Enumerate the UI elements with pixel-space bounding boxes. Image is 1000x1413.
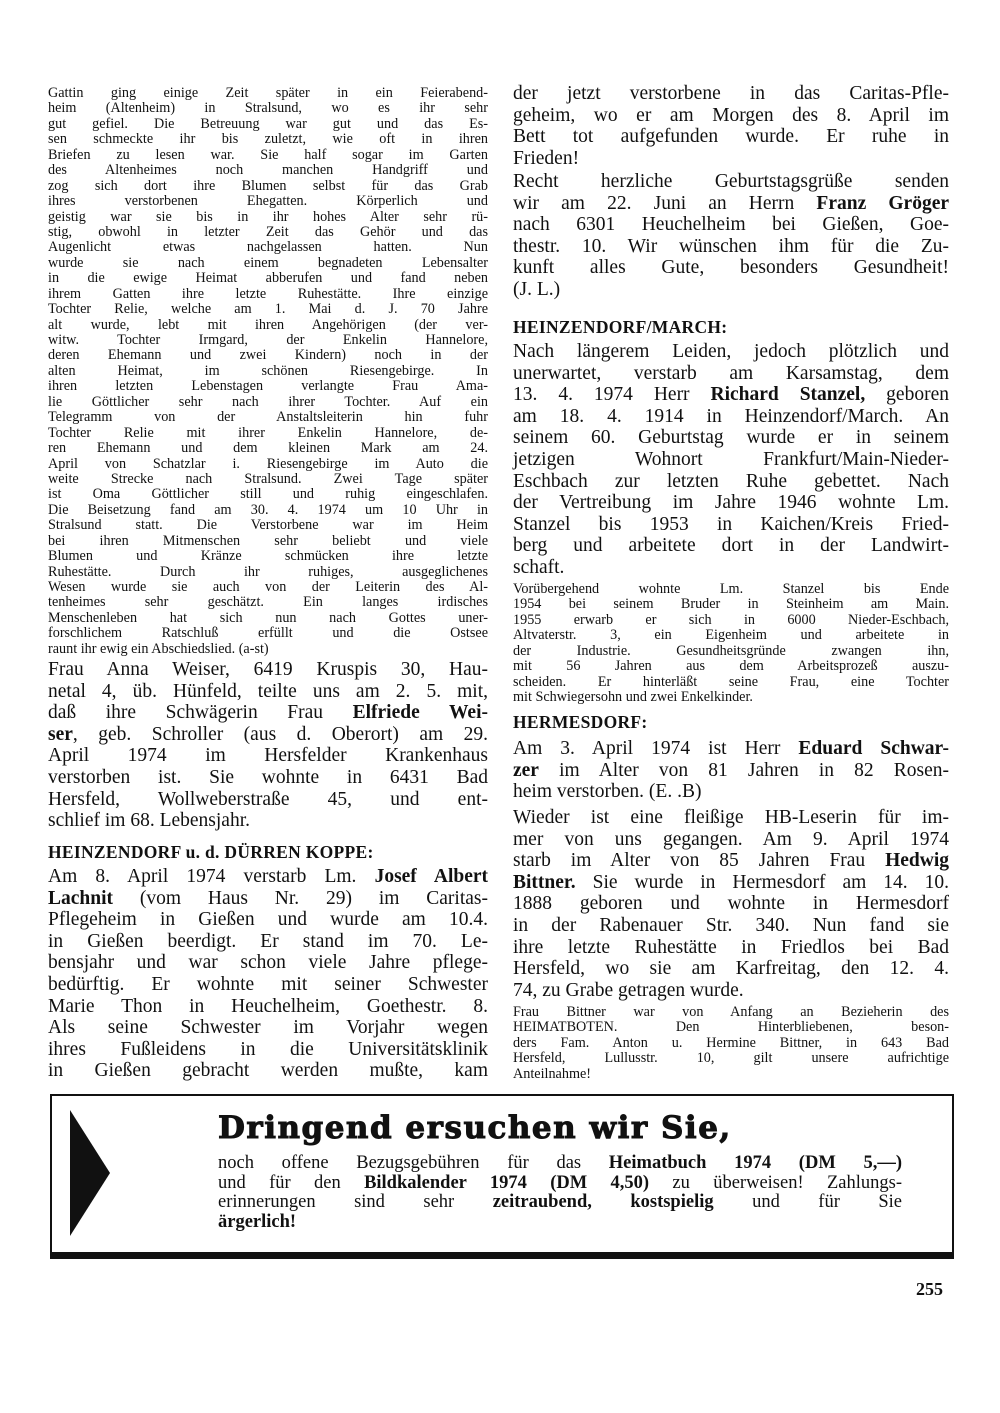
bold-name: zeitraubend, kostspielig xyxy=(492,1192,714,1212)
text-line: Hersfeld, Wollweberstraße 45, und ent- xyxy=(48,788,488,810)
text-line: ihres Fußleidens in die Universitätsklinik xyxy=(48,1038,488,1060)
text-line: alten Heimat, im schönen Riesengebirge. In xyxy=(48,362,488,379)
text-line: Wesen wurde sie auch von der Leiterin des Al- xyxy=(48,579,488,595)
text-line: mit Schwiegersohn und zwei Enkelkinder. xyxy=(513,689,753,706)
text-line: verstorben ist. Sie wohnte in 6431 Bad xyxy=(48,766,488,788)
notice-lachnit-continued xyxy=(513,83,949,169)
text-line: Anteilnahme! xyxy=(513,1065,592,1082)
text-line: der Vertreibung im Jahre 1946 wohnte Lm. xyxy=(513,492,949,514)
text-line: Bittner. Sie wurde in Hermesdorf am 14. 10. xyxy=(513,871,949,893)
text-line: Hersfeld, wo sie am Karfreitag, den 12. 4. xyxy=(513,958,949,980)
text-line: in der Rabenauer Str. 340. Nun fand sie xyxy=(513,914,949,936)
reminder-title: Dringend ersuchen wir Sie, xyxy=(218,1110,732,1146)
notice-lachnit xyxy=(48,866,488,1082)
text-line: ren Ehemann und dem kleinen Mark am 24. xyxy=(48,440,488,457)
text-line xyxy=(218,1213,902,1233)
text-line: ihres verstorbenen Ehegatten. Körperlich und xyxy=(48,193,488,210)
text-line: mit 56 Jahren aus dem Arbeitsprozeß auszu- xyxy=(513,658,949,675)
section-heading-heinzendorf-march: HEINZENDORF/MARCH: xyxy=(513,317,728,337)
text-line: (J. L.) xyxy=(513,278,561,300)
birthday-greeting-groeger xyxy=(513,171,949,301)
text-line: ihrem Gatten ihre letzte Ruhestätte. Ihre einzige xyxy=(48,285,488,302)
text-line: zer im Alter von 81 Jahren in 82 Rosen- xyxy=(513,759,949,781)
text-line: Telegramm von der Anstaltsleiterin hin fuhr xyxy=(48,409,488,426)
text-line: Am 3. April 1974 ist Herr Eduard Schwar- xyxy=(513,738,949,759)
text-line: raunt ihr ewig ein Abschiedslied. (a-st) xyxy=(48,640,269,657)
text-line: Stralsund statt. Die Verstorbene war im Heim xyxy=(48,517,488,534)
text-line: Hersfeld, Lullusstr. 10, gilt unsere aufrichtige xyxy=(513,1050,949,1067)
text-line: der jetzt verstorbene in das Caritas-Pfle- xyxy=(513,83,949,104)
text-line: ihren letzten Lebenstagen verlangte Frau Ama- xyxy=(48,378,488,395)
section-heading-heinzendorf-duerren-koppe: HEINZENDORF u. d. DÜRREN KOPPE: xyxy=(48,842,374,862)
bold-name: zer xyxy=(513,759,539,781)
text-line: 1955 erwarb er sich in 6000 Nieder-Eschbach, xyxy=(513,611,949,628)
text-line: Stanzel bis 1953 in Kaichen/Kreis Fried- xyxy=(513,513,949,535)
bold-name: Bildkalender 1974 (DM 4,50) xyxy=(364,1172,650,1193)
payment-reminder-box xyxy=(50,1094,954,1259)
text-line: Menschenleben hat sich nun nach Gottes uner- xyxy=(48,609,488,626)
text-line: deren Ehemann und zwei Kindern) noch in der xyxy=(48,347,488,364)
notice-stanzel xyxy=(513,341,949,579)
text-line: nach 6301 Heuchelheim bei Gießen, Goe- xyxy=(513,214,949,236)
text-line: der Industrie. Gesundheitsgründe zwangen ihn, xyxy=(513,642,949,659)
text-line: schaft. xyxy=(513,556,565,578)
text-line: des Altenheimes noch manchen Handgriff und xyxy=(48,162,488,179)
text-line: am 18. 4. 1914 in Heinzendorf/March. An xyxy=(513,405,949,427)
page-number: 255 xyxy=(916,1279,943,1299)
text-line: 74, zu Grabe getragen wurde. xyxy=(513,979,744,1001)
text-line: in die ewige Heimat abberufen und fand neben xyxy=(48,270,488,287)
text-line: zog sich dort ihre Blumen selbst für das Grab xyxy=(48,177,488,194)
bold-name: Hedwig xyxy=(885,850,949,872)
text-line: geistig war sie bis in ihr hohes Alter sehr rü- xyxy=(48,208,488,225)
text-line: starb im Alter von 85 Jahren Frau Hedwig xyxy=(513,850,949,872)
text-line: Tochter Relie mit ihrer Enkelin Hannelore, de- xyxy=(48,424,488,441)
text-line: Blumen und Kränze schmücken ihre letzte xyxy=(48,548,488,565)
text-line: HEIMATBOTEN. Den Hinterbliebenen, beson- xyxy=(513,1019,949,1036)
notice-bittner xyxy=(513,807,949,1001)
text-line: heim verstorben. (E. .B) xyxy=(513,781,702,803)
text-line: berg und arbeitete dort in der Landwirt- xyxy=(513,535,949,557)
text-line: Als seine Schwester im Vorjahr wegen xyxy=(48,1017,488,1039)
article-continuation-text xyxy=(48,86,488,657)
text-line: weite Strecke nach Stralsund. Zwei Tage später xyxy=(48,470,488,487)
text-line: Frau Anna Weiser, 6419 Kruspis 30, Hau- xyxy=(48,659,488,680)
text-line: netal 4, üb. Hünfeld, teilte uns am 2. 5. mit, xyxy=(48,680,488,702)
text-line: lie Göttlicher sehr nach ihrer Tochter. Auf ein xyxy=(48,393,488,410)
text-line: Frau Bittner war von Anfang an Bezieherin des xyxy=(513,1004,949,1020)
text-line: heim (Altenheim) in Stralsund, wo es ihr sehr xyxy=(48,100,488,117)
bold-name: Richard Stanzel, xyxy=(710,384,866,406)
text-line: April 1974 im Hersfelder Krankenhaus xyxy=(48,745,488,767)
text-line: in Gießen gebracht werden mußte, kam xyxy=(48,1060,488,1082)
text-line: und für den Bildkalender 1974 (DM 4,50) zu überweisen! Zahlungs- xyxy=(218,1172,902,1193)
text-line: Marie Thon in Heuchelheim, Goethestr. 8. xyxy=(48,995,488,1017)
notice-weiser xyxy=(48,659,488,832)
text-line: 1954 bei seinem Bruder in Steinheim am Main. xyxy=(513,596,949,613)
text-line: Tochter Relie, welche am 1. Mai d. J. 70 Jahre xyxy=(48,301,488,318)
bold-name: Elfriede Wei- xyxy=(352,702,488,724)
text-line: wurde sie nach einem begnadeten Lebensalter xyxy=(48,254,488,271)
bold-name: ser xyxy=(48,723,73,745)
text-line: April von Schatzlar i. Riesengebirge im Auto die xyxy=(48,455,488,472)
bold-name: Lachnit xyxy=(48,887,114,909)
bold-name: Bittner. xyxy=(513,871,576,893)
bold-name: Eduard Schwar- xyxy=(798,738,949,759)
text-line: Vorübergehend wohnte Lm. Stanzel bis Ende xyxy=(513,581,949,597)
text-line: Am 8. April 1974 verstarb Lm. Josef Albert xyxy=(48,866,489,887)
text-line: Gattin ging einige Zeit später in ein Feierabend- xyxy=(48,85,488,101)
text-line: unerwartet, verstarb am Karsamstag, dem xyxy=(513,362,949,384)
text-line: Die Beisetzung fand am 30. 4. 1974 um 10 Uhr in xyxy=(48,501,488,518)
text-line: mer von uns gegangen. Am 9. April 1974 xyxy=(513,828,949,850)
section-heading-hermesdorf: HERMESDORF: xyxy=(513,712,648,732)
notice-stanzel-details xyxy=(513,582,949,706)
text-line: gut gefiel. Die Betreuung war gut und das Es- xyxy=(48,115,488,132)
text-line: bedürftig. Er wohnte mit seiner Schwester xyxy=(48,973,488,995)
text-line: Bett tot aufgefunden wurde. Er ruhe in xyxy=(513,126,949,148)
text-line: wir am 22. Juni an Herrn Franz Gröger xyxy=(513,192,950,214)
text-line: seinem 60. Geburtstag wurde er in seinem xyxy=(513,427,949,449)
text-line: ihre letzte Ruhestätte in Friedlos bei Bad xyxy=(513,936,949,958)
text-line: Augenlicht etwas nachgelassen hatten. Nun xyxy=(48,239,488,256)
text-line: Eschbach zur letzten Ruhe gebettet. Nach xyxy=(513,470,949,492)
text-line: daß ihre Schwägerin Frau Elfriede Wei- xyxy=(48,702,488,724)
text-line: Lachnit (vom Haus Nr. 29) im Caritas- xyxy=(48,887,488,909)
text-line: Briefen zu lesen war. Sie half sogar im Garten xyxy=(48,146,488,163)
text-line: scheiden. Er hinterläßt seine Frau, eine Tochter xyxy=(513,673,949,690)
text-line: Wieder ist eine fleißige HB-Leserin für im- xyxy=(513,807,949,828)
notice-schwarzer xyxy=(513,738,949,803)
bold-name: ärgerlich! xyxy=(218,1211,297,1232)
text-line: 13. 4. 1974 Herr Richard Stanzel, geboren xyxy=(513,384,949,406)
bold-name: Heimatbuch 1974 (DM 5,—) xyxy=(608,1153,902,1173)
reminder-body xyxy=(218,1154,902,1232)
text-line: ser, geb. Schroller (aus d. Oberort) am 29. xyxy=(48,723,488,745)
bold-name: Franz Gröger xyxy=(816,192,950,214)
text-line: ders Fam. Anton u. Hermine Bittner, in 643 Bad xyxy=(513,1034,949,1051)
notice-bittner-details xyxy=(513,1005,949,1082)
text-line: sen schmeckte ihr bis zuletzt, wie oft in ihren xyxy=(48,131,488,148)
text-line: bensjahr und war schon viele Jahre pflege- xyxy=(48,952,488,974)
text-line: geheim, wo er am Morgen des 8. April im xyxy=(513,104,949,126)
text-line: in Gießen beerdigt. Er stand im 70. Le- xyxy=(48,930,488,952)
text-line: kunft alles Gute, besonders Gesundheit! xyxy=(513,257,949,279)
text-line: Recht herzliche Geburtstagsgrüße senden xyxy=(513,171,949,192)
text-line: witw. Tochter Irmgard, der Enkelin Hannelore, xyxy=(48,332,488,348)
text-line: noch offene Bezugsgebühren für das Heimatbuch 1974 (DM 5,—) xyxy=(218,1153,902,1173)
bold-name: Josef Albert xyxy=(374,866,489,887)
text-line: schlief im 68. Lebensjahr. xyxy=(48,810,250,832)
text-line: Ruhestätte. Durch ihr ruhiges, ausgeglichenes xyxy=(48,563,488,580)
text-line: Altvaterstr. 3, ein Eigenheim und arbeitete in xyxy=(513,627,949,644)
text-line: thestr. 10. Wir wünschen ihm für die Zu- xyxy=(513,235,949,257)
text-line: jetzigen Wohnort Frankfurt/Main-Nieder- xyxy=(513,448,949,470)
arrow-triangle-icon xyxy=(70,1110,110,1236)
text-line: alt wurde, lebt mit ihren Angehörigen (der ver- xyxy=(48,316,488,333)
text-line: Frieden! xyxy=(513,147,580,169)
text-line: stig, obwohl in letzter Zeit das Gehör und das xyxy=(48,223,488,240)
text-line: Pflegeheim in Gießen und wurde am 10.4. xyxy=(48,909,488,931)
text-line: tenheimes sehr geschätzt. Ein langes irdisches xyxy=(48,594,488,611)
text-line: bei ihren Mitmenschen sehr beliebt und viele xyxy=(48,532,488,549)
text-line: 1888 geboren und wohnte in Hermesdorf xyxy=(513,893,949,915)
text-line: ist Oma Göttlicher still und ruhig eingeschlafen. xyxy=(48,486,488,503)
text-line: Nach längerem Leiden, jedoch plötzlich und xyxy=(513,341,949,362)
text-line: forschlichem Ratschluß erfüllt und die Ostsee xyxy=(48,625,488,642)
text-line: erinnerungen sind sehr zeitraubend, kostspielig und für Sie xyxy=(218,1192,902,1212)
